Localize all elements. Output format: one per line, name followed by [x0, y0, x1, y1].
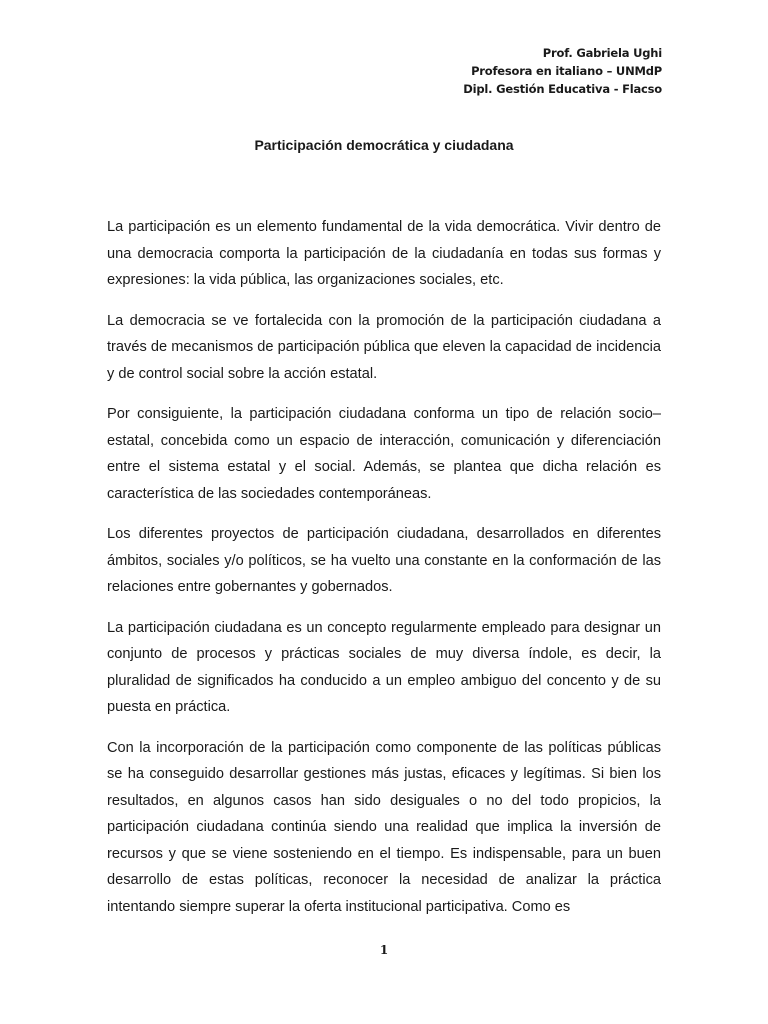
document-body [107, 214, 661, 934]
paragraph: La democracia se ve fortalecida con la promoción de la participación ciudadana a través de mecanismos de participación pública que eleven la capacidad de incidencia y de control social sobre la acción estatal. [107, 312, 661, 382]
page-number: 1 [379, 943, 389, 957]
paragraph: La participación ciudadana es un concepto regularmente empleado para designar un conjunto de procesos y prácticas sociales de muy diversa índole, es decir, la pluralidad de significados ha conducido a un empleo ambiguo del concento y de su puesta en práctica. [107, 619, 661, 715]
author-header [463, 44, 662, 98]
author-diploma: Dipl. Gestión Educativa - Flacso [463, 82, 662, 96]
paragraph: Por consiguiente, la participación ciudadana conforma un tipo de relación socio–estatal, concebida como un espacio de interacción, comunicación y diferenciación entre el sistema estatal y el social. Además, se plantea que dicha relación es característica de las sociedades contemporáneas. [107, 406, 661, 502]
paragraph: La participación es un elemento fundamental de la vida democrática. Vivir dentro de una democracia comporta la participación de la ciudadanía en todas sus formas y expresiones: la vida pública, las organizaciones sociales, etc. [107, 219, 661, 288]
author-profession: Profesora en italiano – UNMdP [471, 64, 662, 78]
paragraph: Con la incorporación de la participación como componente de las políticas públicas se ha conseguido desarrollar gestiones más justas, eficaces y legítimas. Si bien los resultados, en algunos casos han sido desiguales o no del todo propicios, la participación ciudadana continúa siendo una realidad que implica la inversión de recursos y que se viene sosteniendo en el tiempo. Es indispensable, para un buen desarrollo de estas políticas, reconocer la necesidad de analizar la práctica intentando siempre superar la oferta institucional participativa. Como es [107, 739, 661, 915]
author-name: Prof. Gabriela Ughi [542, 46, 662, 60]
paragraph: Los diferentes proyectos de participación ciudadana, desarrollados en diferentes ámbitos, sociales y/o políticos, se ha vuelto una constante en la conformación de las relaciones entre gobernantes y gobernados. [107, 526, 661, 595]
document-title: Participación democrática y ciudadana [254, 137, 514, 153]
